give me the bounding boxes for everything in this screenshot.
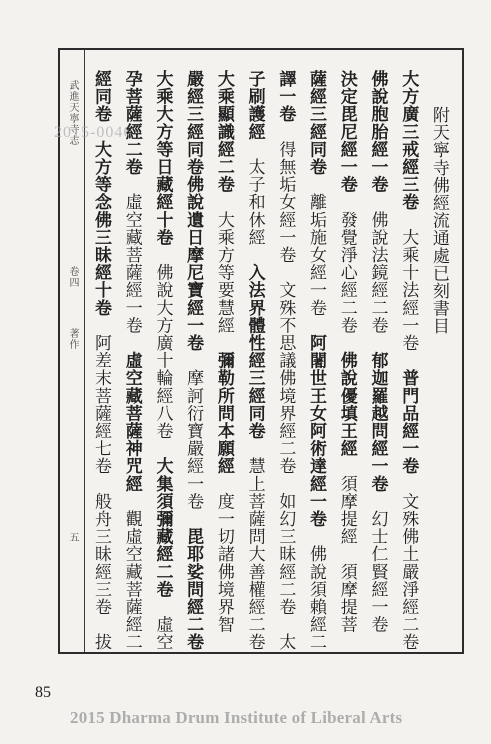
book-title: 決定毘尼經一卷: [336, 70, 357, 194]
text-column: [121, 70, 143, 651]
book-title: 子刷護經: [244, 70, 265, 141]
book-title: 普門品經一卷: [398, 351, 419, 475]
book-title: 須摩提菩: [336, 545, 357, 634]
book-title: 摩訶衍寶嚴經一卷: [183, 351, 204, 511]
book-title: 大乘十法經一卷: [398, 210, 419, 352]
book-title: 文殊佛土嚴淨經二卷: [398, 474, 419, 651]
book-title: 郁迦羅越問經一卷: [367, 334, 388, 493]
margin-page-number: 五: [67, 532, 78, 543]
margin-title: 武進天寧寺志: [67, 80, 78, 146]
text-column: [305, 70, 327, 651]
text-column: [397, 70, 419, 651]
book-title: 拔: [91, 615, 111, 651]
book-title: 虛空: [152, 598, 173, 651]
text-column: [213, 70, 235, 634]
book-title: 佛說大方廣十輪經八卷: [152, 246, 173, 440]
book-title: 孕菩薩經二卷: [121, 70, 142, 176]
book-title: 大乘顯識經二卷: [213, 70, 234, 194]
book-title: 慧上菩薩問大善權經二卷: [244, 439, 265, 651]
margin-column: [61, 80, 83, 580]
book-title: 得無垢女經一卷: [275, 122, 296, 264]
text-block: [90, 70, 450, 651]
book-title: 太: [275, 615, 296, 651]
book-title: 如幻三昧經二卷: [275, 474, 296, 616]
book-title: 大集須彌藏經二卷: [152, 439, 173, 599]
book-title: 入法界體性經三經同卷: [244, 246, 265, 440]
text-column: [151, 70, 173, 651]
book-title: 度一切諸佛境界智: [213, 474, 234, 634]
book-title: 佛說胞胎經一卷: [367, 70, 388, 194]
book-title: 毘耶娑問經二卷: [183, 510, 204, 651]
text-column: [336, 70, 358, 634]
text-column: [366, 70, 388, 634]
book-title: 虛空藏菩薩神咒經: [121, 334, 142, 493]
book-title: 譯一卷: [275, 70, 296, 123]
book-title: 阿差末菩薩經七卷: [91, 316, 111, 475]
text-column: [182, 70, 204, 651]
book-title: 佛說優填王經: [336, 334, 357, 458]
text-column: [274, 70, 296, 651]
book-title: 發覺淨心經二卷: [336, 193, 357, 335]
book-title: 觀虛空藏菩薩經二: [121, 492, 142, 651]
book-title: 須摩提經: [336, 457, 357, 546]
book-title: 附天寧寺佛經流通處已刻書目: [428, 106, 449, 335]
book-title: 經同卷: [91, 70, 111, 123]
book-title: 嚴經三經同卷佛說遺日摩尼寶經一卷: [183, 70, 204, 352]
book-title: 大乘方等要慧經: [213, 193, 234, 335]
book-title: 般舟三昧經三卷: [91, 474, 111, 616]
text-column: [244, 70, 266, 651]
book-title: 大方廣三戒經三卷: [398, 70, 419, 211]
book-title: 佛說法鏡經二卷: [367, 193, 388, 335]
book-title: 薩經三經同卷: [306, 70, 327, 176]
watermark-id: 2015-0046: [54, 124, 133, 141]
book-title: 文殊不思議佛境界經二卷: [275, 263, 296, 475]
text-column: [90, 70, 112, 651]
book-title: 太子和休經: [244, 140, 265, 247]
book-title: 大乘大方等日藏經十卷: [152, 70, 173, 246]
book-title: 阿闍世王女阿術達經一卷: [306, 316, 327, 528]
book-title: 離垢施女經一卷: [306, 175, 327, 317]
book-title: 彌勒所問本願經: [213, 334, 234, 475]
book-list-heading: [428, 70, 450, 666]
page-number: 85: [35, 684, 51, 701]
book-title: 大方等念佛三昧經十卷: [91, 122, 111, 317]
margin-volume: 卷四: [67, 266, 78, 288]
book-title: 佛說須賴經二: [306, 527, 327, 651]
book-title: 幻士仁賢經一卷: [367, 492, 388, 634]
book-title: 虛空藏菩薩經一卷: [121, 175, 142, 335]
margin-section: 著作: [67, 328, 78, 350]
footer-watermark: 2015 Dharma Drum Institute of Liberal Arts: [70, 708, 403, 727]
